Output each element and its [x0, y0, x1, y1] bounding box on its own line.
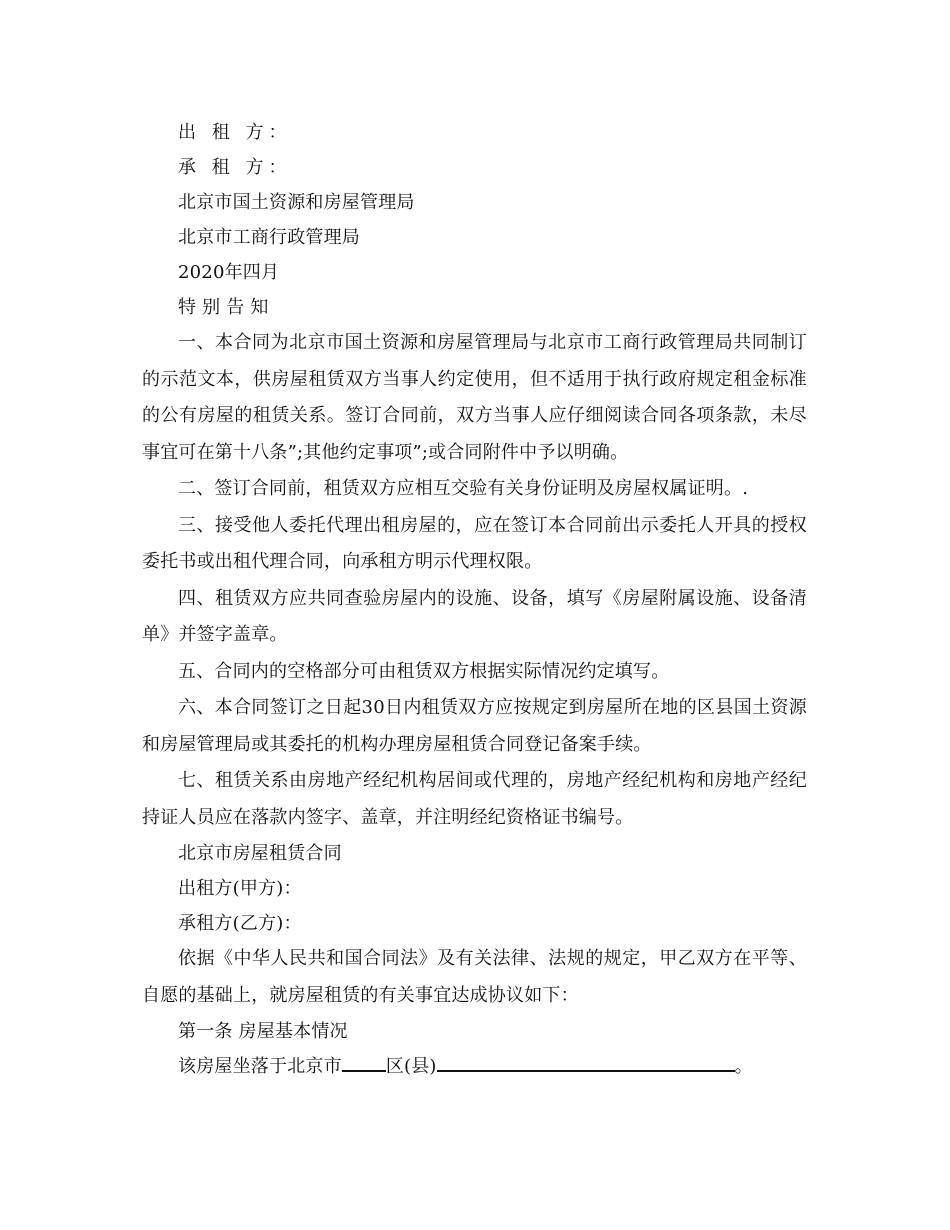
lessee-label: 承 租 方：	[178, 157, 292, 178]
article-1-title: 第一条 房屋基本情况	[178, 1021, 348, 1042]
notice-item-7: 七、租赁关系由房地产经纪机构居间或代理的，房地产经纪机构和房地产经纪持证人员应在落款内签字、盖章，并注明经纪资格证书编号。	[142, 770, 807, 828]
issuer-commerce-bureau: 北京市工商行政管理局	[178, 227, 360, 248]
property-location-line	[142, 1049, 807, 1084]
notice-item-6: 六、本合同签订之日起30日内租赁双方应按规定到房屋所在地的区县国土资源和房屋管理局或其委托的机构办理房屋租赁合同登记备案手续。	[142, 697, 807, 755]
party-a-label: 出租方(甲方)：	[178, 878, 302, 899]
notice-item-2: 二、签订合同前，租赁双方应相互交验有关身份证明及房屋权属证明。.	[178, 478, 749, 499]
district-blank-field[interactable]	[342, 1056, 386, 1072]
document-date: 2020年四月	[178, 262, 280, 283]
notice-item-3: 三、接受他人委托代理出租房屋的，应在签订本合同前出示委托人开具的授权委托书或出租代理合同，向承租方明示代理权限。	[142, 514, 807, 572]
contract-title: 北京市房屋租赁合同	[178, 843, 342, 864]
location-district-label: 区(县)	[385, 1056, 437, 1077]
contract-preamble: 依据《中华人民共和国合同法》及有关法律、法规的规定，甲乙双方在平等、自愿的基础上，就房屋租赁的有关事宜达成协议如下：	[142, 948, 807, 1006]
party-b-label: 承租方(乙方)：	[178, 913, 302, 934]
notice-item-4: 四、租赁双方应共同查验房屋内的设施、设备，填写《房屋附属设施、设备清单》并签字盖章。	[142, 587, 807, 645]
issuer-land-bureau: 北京市国土资源和房屋管理局	[178, 192, 415, 213]
notice-item-1: 一、本合同为北京市国土资源和房屋管理局与北京市工商行政管理局共同制订的示范文本，供房屋租赁双方当事人约定使用，但不适用于执行政府规定租金标准的公有房屋的租赁关系。签订合同前，双方当事人应仔细阅读合同各项条款，未尽事宜可在第十八条”;其他约定事项”;或合同附件中予以明确。	[142, 332, 807, 463]
document-body	[142, 115, 807, 1084]
notice-item-5: 五、合同内的空格部分可由租赁双方根据实际情况约定填写。	[178, 660, 670, 682]
location-end: 。	[734, 1056, 753, 1077]
address-blank-field[interactable]	[437, 1056, 735, 1072]
location-prefix: 该房屋坐落于北京市	[178, 1056, 342, 1077]
lessor-label: 出 租 方：	[178, 122, 292, 143]
notice-title: 特 别 告 知	[178, 297, 269, 318]
